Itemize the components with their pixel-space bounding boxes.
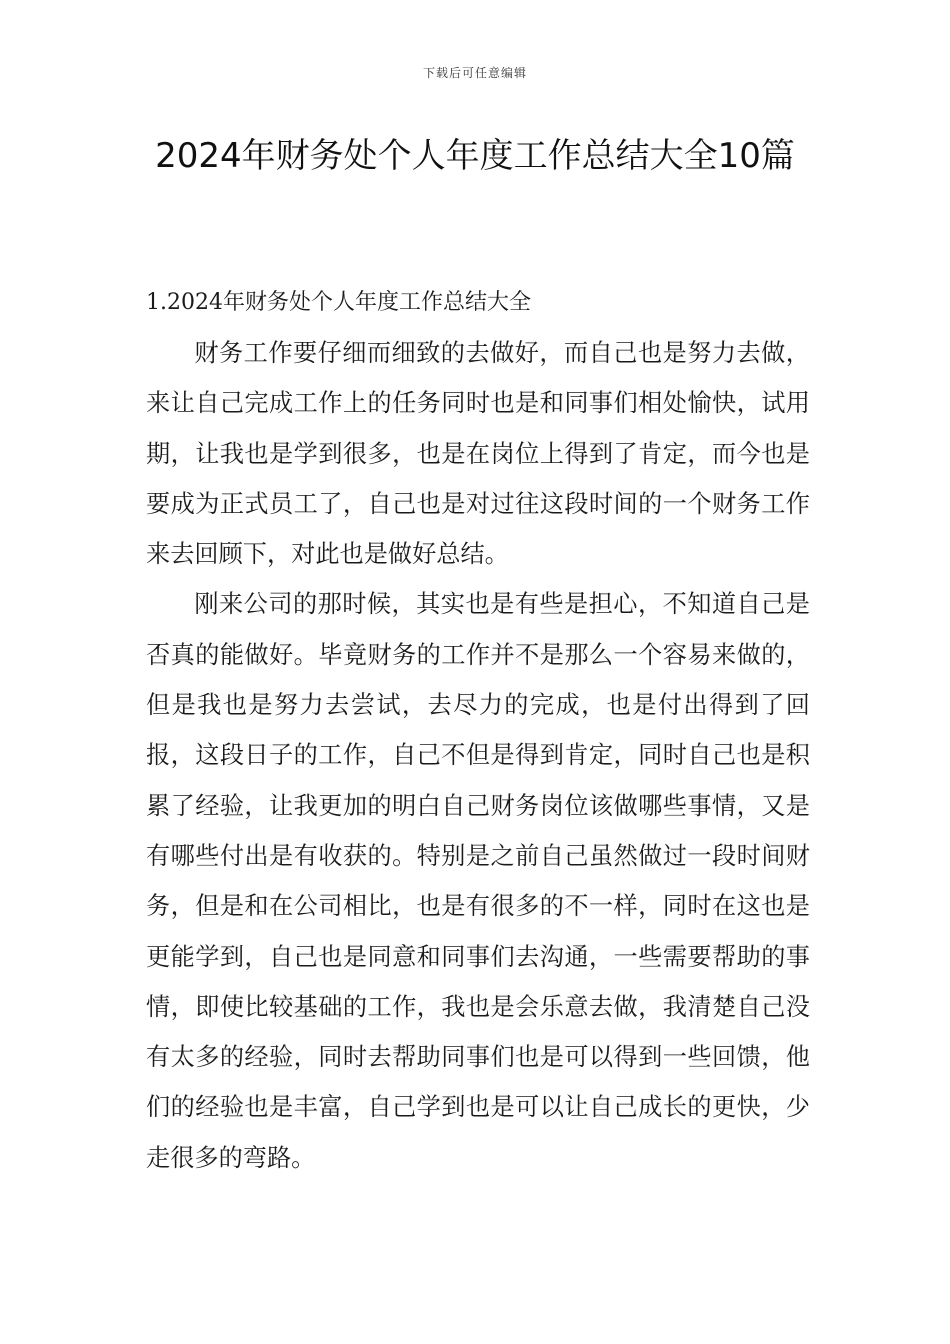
document-title: 2024年财务处个人年度工作总结大全10篇	[155, 136, 795, 176]
section-heading: 1.2024年财务处个人年度工作总结大全	[146, 290, 531, 315]
header-note: 下载后可任意编辑	[422, 66, 527, 80]
paragraph-1: 财务工作要仔细而细致的去做好，而自己也是努力去做，来让自己完成工作上的任务同时也是和同事们相处愉快，试用期，让我也是学到很多，也是在岗位上得到了肯定，而今也是要成为正式员工了，自己也是对过往这段时间的一个财务工作来去回顾下，对此也是做好总结。	[146, 339, 810, 569]
document-body	[146, 278, 810, 1183]
paragraph-2: 刚来公司的那时候，其实也是有些是担心，不知道自己是否真的能做好。毕竟财务的工作并不是那么一个容易来做的，但是我也是努力去尝试，去尽力的完成，也是付出得到了回报，这段日子的工作，自己不但是得到肯定，同时自己也是积累了经验，让我更加的明白自己财务岗位该做哪些事情，又是有哪些付出是有收获的。特别是之前自己虽然做过一段时间财务，但是和在公司相比，也是有很多的不一样，同时在这也是更能学到，自己也是同意和同事们去沟通，一些需要帮助的事情，即使比较基础的工作，我也是会乐意去做，我清楚自己没有太多的经验，同时去帮助同事们也是可以得到一些回馈，他们的经验也是丰富，自己学到也是可以让自己成长的更快，少走很多的弯路。	[146, 590, 810, 1172]
